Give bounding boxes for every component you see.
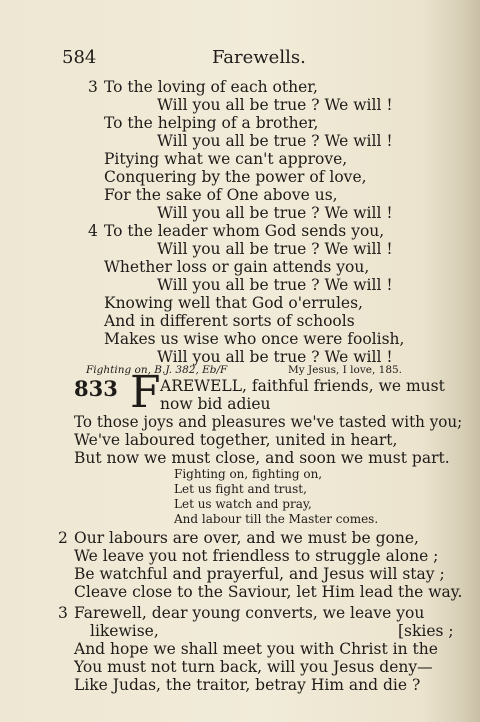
verse-line: Whether loss or gain attends you,: [104, 258, 370, 276]
verse-line: Our labours are over, and we must be gone,: [74, 529, 419, 547]
tune-reference: Fighting on, B.J. 382, Eb/F: [86, 364, 228, 376]
verse-line: We've laboured together, united in heart,: [74, 431, 398, 449]
verse-line: likewise,: [90, 622, 159, 640]
verse-number: 3: [88, 78, 98, 96]
verse-line: Knowing well that God o'errules,: [104, 294, 363, 312]
hymn-number: 833: [74, 376, 118, 401]
verse-line: But now we must close, and soon we must part.: [74, 449, 450, 467]
verse-line: Farewell, dear young converts, we leave you: [74, 604, 425, 622]
verse-line: And hope we shall meet you with Christ in the: [74, 640, 438, 658]
verse-number: 4: [88, 222, 98, 240]
verse-line: now bid adieu: [160, 395, 271, 413]
verse-line: To the helping of a brother,: [104, 114, 319, 132]
verse-line: For the sake of One above us,: [104, 186, 338, 204]
page-number: 584: [62, 47, 97, 68]
verse-line: You must not turn back, will you Jesus deny—: [74, 658, 433, 676]
verse-line: To the loving of each other,: [104, 78, 318, 96]
verse-line: Will you all be true ? We will !: [157, 96, 393, 114]
verse-line: Conquering by the power of love,: [104, 168, 367, 186]
verse-line: Will you all be true ? We will !: [157, 240, 393, 258]
tune-reference: My Jesus, I love, 185.: [288, 364, 403, 376]
chorus-line: Let us watch and pray,: [174, 497, 312, 511]
verse-line: Will you all be true ? We will !: [157, 204, 393, 222]
verse-line: Will you all be true ? We will !: [157, 348, 393, 366]
chorus-line: Fighting on, fighting on,: [174, 467, 323, 481]
drop-cap: F: [130, 367, 161, 418]
verse-line: Will you all be true ? We will !: [157, 276, 393, 294]
verse-number: 3: [58, 604, 68, 622]
chorus-line: And labour till the Master comes.: [174, 512, 379, 526]
verse-line: And in different sorts of schools: [104, 312, 355, 330]
verse-line: AREWELL, faithful friends, we must: [160, 377, 445, 395]
verse-line: We leave you not friendless to struggle alone ;: [74, 547, 439, 565]
verse-line: Will you all be true ? We will !: [157, 132, 393, 150]
verse-line: Pitying what we can't approve,: [104, 150, 348, 168]
verse-line: Makes us wise who once were foolish,: [104, 330, 405, 348]
verse-line: To those joys and pleasures we've tasted with you;: [74, 413, 463, 431]
page-title: Farewells.: [212, 47, 306, 68]
verse-line: Cleave close to the Saviour, let Him lead the way.: [74, 583, 463, 601]
verse-number: 2: [58, 529, 68, 547]
chorus-line: Let us fight and trust,: [174, 482, 307, 496]
verse-line: Like Judas, the traitor, betray Him and die ?: [74, 676, 421, 694]
verse-line: [skies ;: [398, 622, 454, 640]
verse-line: Be watchful and prayerful, and Jesus will stay ;: [74, 565, 445, 583]
verse-line: To the leader whom God sends you,: [104, 222, 385, 240]
